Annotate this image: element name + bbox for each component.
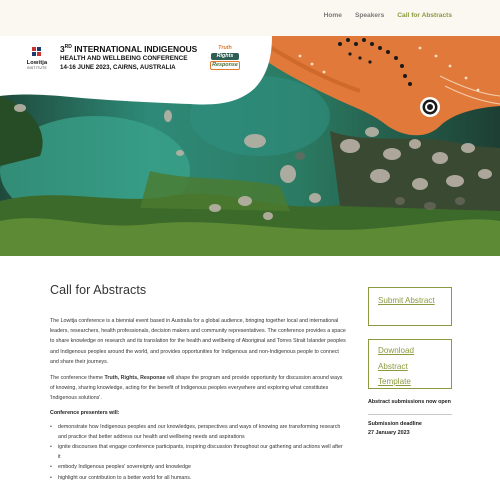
presenter-points-list xyxy=(50,422,346,483)
sidebar-divider xyxy=(368,414,452,415)
submission-deadline-date: 27 January 2023 xyxy=(368,430,410,436)
theme-logo: Truth Rights Response xyxy=(209,45,241,75)
main-nav xyxy=(324,12,452,19)
lowitja-logo[interactable] xyxy=(17,47,57,70)
conference-title xyxy=(60,44,210,71)
list-item: • highlight our contribution to a better world for all humans. xyxy=(50,473,346,483)
hero-river-image xyxy=(0,36,500,256)
list-item: • ignite discourses that engage conference participants, inspiring discussion throughout our gathering and actions well after it xyxy=(50,442,346,462)
lowitja-logo-subtitle: INSTITUTE xyxy=(26,66,48,70)
intro-paragraph: The Lowitja conference is a biennial event based in Australia for a global audience, bringing together local and international leaders, researchers, health professionals, decision makers and community representatives. The conference provides a space to share knowledge on research and its translation for the health and wellbeing of Aboriginal and Torres Strait Islander peoples and Indigenous peoples around the world, and provides opportunities for Indigenous and non-Indigenous people to connect and share their journeys. xyxy=(50,318,346,365)
nav-call-for-abstracts-link[interactable]: Call for Abstracts xyxy=(397,12,452,19)
presenters-heading: Conference presenters will: xyxy=(50,409,120,416)
conference-title-line1: 3RD INTERNATIONAL INDIGENOUS xyxy=(60,44,198,54)
top-navigation-bar xyxy=(0,0,500,36)
conference-dates: 14-16 JUNE 2023, CAIRNS, AUSTRALIA xyxy=(60,64,176,71)
list-item: • embody Indigenous peoples' sovereignty and knowledge xyxy=(50,462,346,472)
nav-home-link[interactable]: Home xyxy=(323,12,342,19)
main-content xyxy=(50,283,346,483)
list-item: • demonstrate how Indigenous peoples and our knowledges, perspectives and ways of knowing are transforming research and practice that better address our health and wellbeing needs and aspirations xyxy=(50,422,346,442)
lowitja-logo-name: Lowitja xyxy=(26,60,48,66)
download-abstract-template-button[interactable]: Download Abstract Template xyxy=(368,339,452,389)
page-title: Call for Abstracts xyxy=(50,283,147,297)
theme-paragraph: The conference theme Truth, Rights, Response will shape the program and provide opportunity for discussion around ways of knowing, sharing knowledge, acting for the benefit of Indigenous peoples everywhere and exploring what constitutes 'Indigenous solutions'. xyxy=(50,375,343,402)
submission-deadline: Submission deadline 27 January 2023 xyxy=(368,420,422,436)
sidebar xyxy=(368,287,452,439)
submit-abstract-button[interactable]: Submit Abstract xyxy=(368,287,452,326)
conference-title-line2: HEALTH AND WELLBEING CONFERENCE xyxy=(60,55,188,62)
lowitja-logo-mark xyxy=(32,47,42,58)
nav-speakers-link[interactable]: Speakers xyxy=(354,12,385,19)
submissions-status: Abstract submissions now open xyxy=(368,399,451,405)
